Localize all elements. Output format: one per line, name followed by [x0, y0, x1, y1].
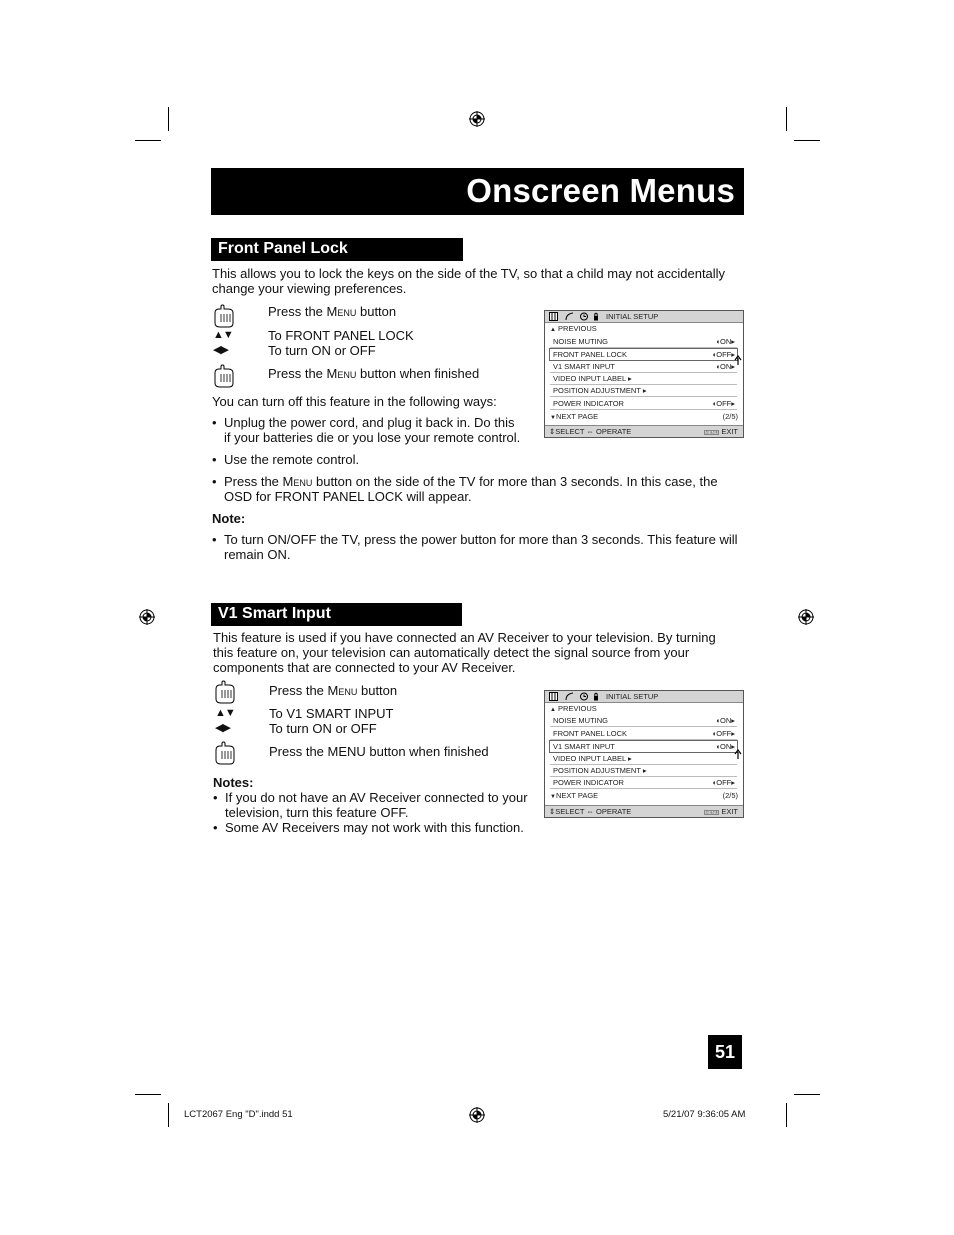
osd-header: [545, 691, 743, 703]
osd-header: [545, 311, 743, 323]
osd-next-page: ▼NEXT PAGE: [550, 791, 599, 800]
osd-previous: ▲ PREVIOUS: [550, 324, 597, 333]
remote-button-icon: [213, 741, 237, 765]
left-right-arrows-icon: ◀▶: [213, 344, 228, 356]
list-item: • If you do not have an AV Receiver connected to your television, turn this feature OFF.: [213, 790, 528, 820]
section-intro: This allows you to lock the keys on the side of the TV, so that a child may not accidentally change your viewing preferences.: [212, 266, 726, 296]
osd-row-noise-muting: NOISE MUTING ◖ON▸: [550, 336, 737, 348]
page-title: Onscreen Menus: [466, 172, 735, 209]
section-heading-bar: [211, 603, 462, 626]
step-select-item: To V1 SMART INPUT: [269, 706, 394, 721]
osd-footer: ⇕SELECT ⇔ OPERATE MENU EXIT: [545, 805, 743, 817]
step-press-menu-finished: Press the MENU button when finished: [269, 744, 489, 759]
osd-header-title: INITIAL SETUP: [606, 692, 659, 701]
section-intro: This feature is used if you have connected an AV Receiver to your television. By turning this feature on, your television can automatically detect the signal source from your components that are connected to your AV Receiver.: [213, 630, 716, 675]
osd-row-power-indicator: POWER INDICATOR ◖OFF▸: [550, 398, 737, 410]
osd-menu-screen: [544, 310, 744, 438]
osd-row-front-panel-lock: FRONT PANEL LOCK ◖OFF▸: [550, 728, 737, 740]
crop-mark: [168, 1103, 169, 1127]
registration-mark-icon: [469, 111, 485, 127]
osd-next-page: ▼NEXT PAGE: [550, 412, 599, 421]
registration-mark-icon: [798, 609, 814, 625]
up-down-arrows-icon: ▲▼: [213, 329, 233, 341]
page-title-bar: [211, 168, 744, 215]
section-heading-v1-smart-input: V1 Smart Input: [218, 605, 331, 622]
footer-timestamp: 5/21/07 9:36:05 AM: [663, 1109, 746, 1120]
page-number: 51: [708, 1035, 742, 1069]
notes-label: Notes:: [213, 775, 254, 790]
remote-button-icon: [212, 304, 236, 328]
osd-header-title: INITIAL SETUP: [606, 312, 659, 321]
list-item: • Press the Menu button on the side of the TV for more than 3 seconds. In this case, the OSD for FRONT PANEL LOCK will appear.: [212, 474, 718, 504]
osd-pointer-icon: [734, 355, 742, 365]
step-press-menu: Press the Menu button: [269, 683, 398, 698]
list-item: • Unplug the power cord, and plug it back in. Do this if your batteries die or you lose your remote control.: [212, 415, 521, 445]
step-select-item: To FRONT PANEL LOCK: [268, 328, 414, 343]
osd-row-position-adjustment: POSITION ADJUSTMENT ▸: [550, 385, 737, 397]
osd-row-v1-smart-input: V1 SMART INPUT ◖ON▸: [550, 361, 737, 373]
osd-tab-icons: [549, 312, 599, 321]
crop-mark: [786, 1103, 787, 1127]
section-heading-bar: [211, 238, 463, 261]
crop-mark: [135, 1094, 161, 1095]
remote-button-icon: [213, 680, 237, 704]
crop-mark: [794, 1094, 820, 1095]
step-press-menu: Press the Menu button: [268, 304, 397, 319]
osd-previous: ▲ PREVIOUS: [550, 704, 597, 713]
registration-mark-icon: [469, 1107, 485, 1123]
left-right-arrows-icon: ◀▶: [215, 722, 230, 734]
step-press-menu-finished: Press the Menu button when finished: [268, 366, 480, 381]
step-toggle: To turn ON or OFF: [269, 721, 377, 736]
remote-button-icon: [212, 364, 236, 388]
osd-menu-screen: [544, 690, 744, 818]
osd-page-indicator: (2/5): [722, 412, 738, 421]
up-down-arrows-icon: ▲▼: [215, 707, 235, 719]
osd-tab-icons: [549, 692, 599, 701]
osd-row-position-adjustment: POSITION ADJUSTMENT ▸: [550, 765, 737, 777]
note-label: Note:: [212, 511, 246, 526]
osd-row-v1-smart-input-selected: V1 SMART INPUT ◖ON▸: [549, 740, 738, 753]
osd-row-power-indicator: POWER INDICATOR ◖OFF▸: [550, 777, 737, 789]
osd-row-video-input-label: VIDEO INPUT LABEL ▸: [550, 753, 737, 765]
list-item: • To turn ON/OFF the TV, press the power button for more than 3 seconds. This feature will remain ON.: [212, 532, 738, 562]
crop-mark: [786, 107, 787, 131]
osd-row-front-panel-lock-selected: FRONT PANEL LOCK ◖OFF▸: [549, 348, 738, 361]
footer-filename: LCT2067 Eng "D".indd 51: [184, 1109, 293, 1120]
osd-footer: ⇕SELECT ⇔ OPERATE MENU EXIT: [545, 425, 743, 437]
crop-mark: [135, 140, 161, 141]
osd-row-noise-muting: NOISE MUTING ◖ON▸: [550, 715, 737, 727]
list-item: • Some AV Receivers may not work with this function.: [213, 820, 524, 835]
turn-off-intro: You can turn off this feature in the following ways:: [212, 394, 497, 409]
registration-mark-icon: [139, 609, 155, 625]
osd-pointer-icon: [734, 749, 742, 759]
list-item: • Use the remote control.: [212, 452, 360, 467]
crop-mark: [794, 140, 820, 141]
crop-mark: [168, 107, 169, 131]
section-heading-front-panel-lock: Front Panel Lock: [218, 240, 348, 257]
osd-row-video-input-label: VIDEO INPUT LABEL ▸: [550, 373, 737, 385]
step-toggle: To turn ON or OFF: [268, 343, 376, 358]
osd-page-indicator: (2/5): [722, 791, 738, 800]
